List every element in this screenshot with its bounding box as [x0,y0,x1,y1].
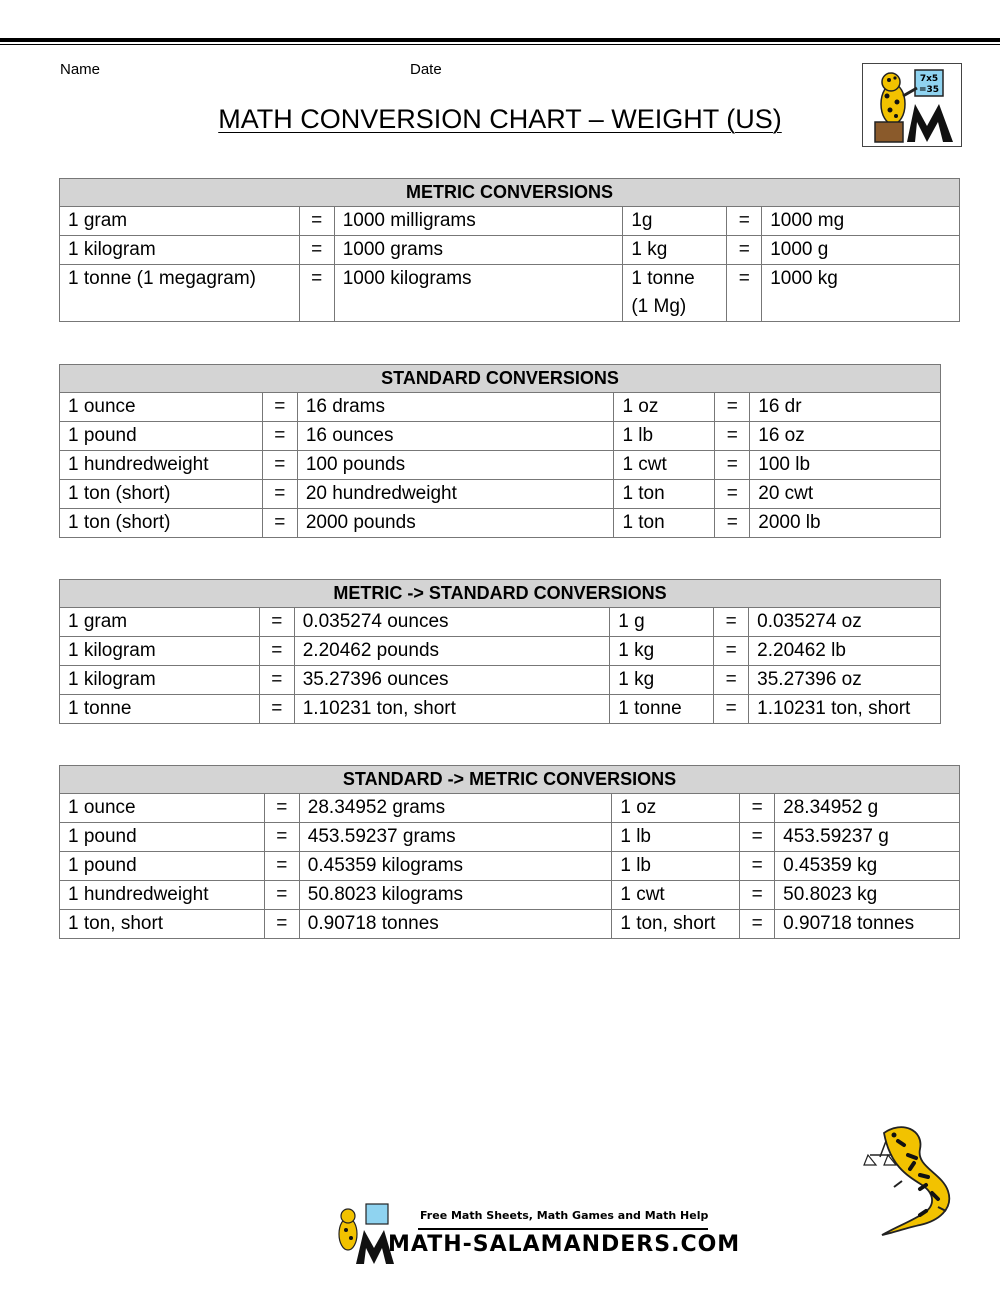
unit-cell: 1 hundredweight [60,881,265,910]
equals-cell: = [259,666,294,695]
value-abbr-cell: 0.90718 tonnes [775,910,960,939]
unit-abbr-cell: 1 ton [614,509,715,538]
board-line-2: =35 [918,85,940,95]
unit-abbr-cell: 1 lb [612,823,740,852]
value-abbr-cell: 1000 g [762,236,960,265]
metric-conversions-table [59,178,960,322]
equals-cell: = [264,823,299,852]
unit-cell: 1 kilogram [60,666,260,695]
equals-cell: = [262,480,297,509]
value-abbr-cell: 20 cwt [750,480,941,509]
equals-cell: = [714,695,749,724]
value-cell: 16 drams [297,393,614,422]
value-abbr-cell: 16 oz [750,422,941,451]
unit-cell: 1 ton (short) [60,480,263,509]
table-heading: STANDARD -> METRIC CONVERSIONS [60,766,960,794]
table-row [60,910,960,939]
unit-cell: 1 gram [60,207,300,236]
equals-cell: = [740,852,775,881]
equals-cell: = [262,451,297,480]
value-abbr-cell: 28.34952 g [775,794,960,823]
equals-cell: = [715,480,750,509]
unit-abbr-cell: 1 lb [614,422,715,451]
top-rule [0,38,1000,45]
equals-cell: = [259,637,294,666]
equals-cell: = [715,451,750,480]
unit-cell: 1 ton (short) [60,509,263,538]
equals-cell: = [299,265,334,322]
unit-cell: 1 kilogram [60,236,300,265]
name-label: Name [60,61,101,78]
standard-conversions-table [59,364,941,538]
equals-cell: = [740,794,775,823]
unit-cell: 1 pound [60,823,265,852]
table-row [60,823,960,852]
value-abbr-cell: 1000 kg [762,265,960,322]
unit-abbr-cell: 1 kg [623,236,727,265]
value-abbr-cell: 100 lb [750,451,941,480]
value-cell: 2.20462 pounds [294,637,610,666]
metric-to-standard-table [59,579,941,724]
table-row [60,695,941,724]
value-abbr-cell: 2000 lb [750,509,941,538]
value-abbr-cell: 453.59237 g [775,823,960,852]
value-cell: 20 hundredweight [297,480,614,509]
table-row [60,393,941,422]
unit-cell: 1 ounce [60,393,263,422]
table-row [60,666,941,695]
unit-abbr-cell: 1 cwt [614,451,715,480]
value-cell: 453.59237 grams [299,823,612,852]
unit-abbr-cell: 1 oz [614,393,715,422]
unit-abbr-cell: 1 ton, short [612,910,740,939]
unit-abbr-cell: 1 cwt [612,881,740,910]
equals-cell: = [714,608,749,637]
table-row [60,794,960,823]
value-cell: 0.45359 kilograms [299,852,612,881]
footer-brand: MATH-SALAMANDERS.COM [388,1232,741,1257]
value-cell: 0.90718 tonnes [299,910,612,939]
unit-cell: 1 ounce [60,794,265,823]
equals-cell: = [727,236,762,265]
table-row [60,637,941,666]
equals-cell: = [264,910,299,939]
value-cell: 28.34952 grams [299,794,612,823]
equals-cell: = [299,207,334,236]
unit-abbr-cell: 1 lb [612,852,740,881]
equals-cell: = [715,422,750,451]
table-row [60,852,960,881]
equals-cell: = [264,881,299,910]
table-row [60,608,941,637]
value-cell: 50.8023 kilograms [299,881,612,910]
value-cell: 1000 milligrams [334,207,623,236]
table-heading: STANDARD CONVERSIONS [60,365,941,393]
unit-cell: 1 pound [60,852,265,881]
salamander-with-scales-icon [862,1115,962,1240]
unit-cell: 1 tonne (1 megagram) [60,265,300,322]
page-title: MATH CONVERSION CHART – WEIGHT (US) [218,104,782,134]
equals-cell: = [299,236,334,265]
footer-tagline: Free Math Sheets, Math Games and Math Help [420,1209,709,1222]
equals-cell: = [727,265,762,322]
unit-cell: 1 ton, short [60,910,265,939]
unit-abbr-cell: 1g [623,207,727,236]
table-row [60,509,941,538]
equals-cell: = [262,393,297,422]
value-abbr-cell: 0.035274 oz [749,608,941,637]
footer-rule [418,1228,708,1230]
value-cell: 1000 grams [334,236,623,265]
value-abbr-cell: 16 dr [750,393,941,422]
table-row [60,881,960,910]
unit-cell: 1 tonne [60,695,260,724]
equals-cell: = [714,637,749,666]
equals-cell: = [264,794,299,823]
unit-cell: 1 kilogram [60,637,260,666]
table-row [60,480,941,509]
math-salamanders-logo-icon [326,1200,396,1266]
value-cell: 0.035274 ounces [294,608,610,637]
equals-cell: = [715,509,750,538]
equals-cell: = [740,823,775,852]
equals-cell: = [727,207,762,236]
value-abbr-cell: 50.8023 kg [775,881,960,910]
table-heading: METRIC -> STANDARD CONVERSIONS [60,580,941,608]
table-heading: METRIC CONVERSIONS [60,179,960,207]
value-abbr-cell: 1000 mg [762,207,960,236]
salamander-teacher-icon [862,63,962,147]
table-row [60,236,960,265]
equals-cell: = [262,422,297,451]
table-row [60,422,941,451]
table-row [60,207,960,236]
table-row [60,265,960,322]
value-cell: 16 ounces [297,422,614,451]
unit-abbr-cell: 1 kg [610,666,714,695]
equals-cell: = [262,509,297,538]
value-abbr-cell: 35.27396 oz [749,666,941,695]
unit-abbr-cell: 1 ton [614,480,715,509]
table-row [60,451,941,480]
value-cell: 1000 kilograms [334,265,623,322]
unit-abbr-cell: 1 g [610,608,714,637]
value-abbr-cell: 2.20462 lb [749,637,941,666]
unit-cell: 1 hundredweight [60,451,263,480]
equals-cell: = [714,666,749,695]
equals-cell: = [740,910,775,939]
value-cell: 1.10231 ton, short [294,695,610,724]
unit-abbr-cell: 1 oz [612,794,740,823]
date-label: Date [410,61,442,78]
equals-cell: = [259,695,294,724]
standard-to-metric-table [59,765,960,939]
unit-abbr-cell: 1 tonne (1 Mg) [623,265,727,322]
equals-cell: = [264,852,299,881]
value-abbr-cell: 1.10231 ton, short [749,695,941,724]
equals-cell: = [715,393,750,422]
equals-cell: = [259,608,294,637]
unit-cell: 1 gram [60,608,260,637]
value-abbr-cell: 0.45359 kg [775,852,960,881]
value-cell: 35.27396 ounces [294,666,610,695]
unit-abbr-cell: 1 tonne [610,695,714,724]
unit-cell: 1 pound [60,422,263,451]
value-cell: 2000 pounds [297,509,614,538]
board-line-1: 7x5 [919,74,939,84]
unit-abbr-cell: 1 kg [610,637,714,666]
equals-cell: = [740,881,775,910]
value-cell: 100 pounds [297,451,614,480]
